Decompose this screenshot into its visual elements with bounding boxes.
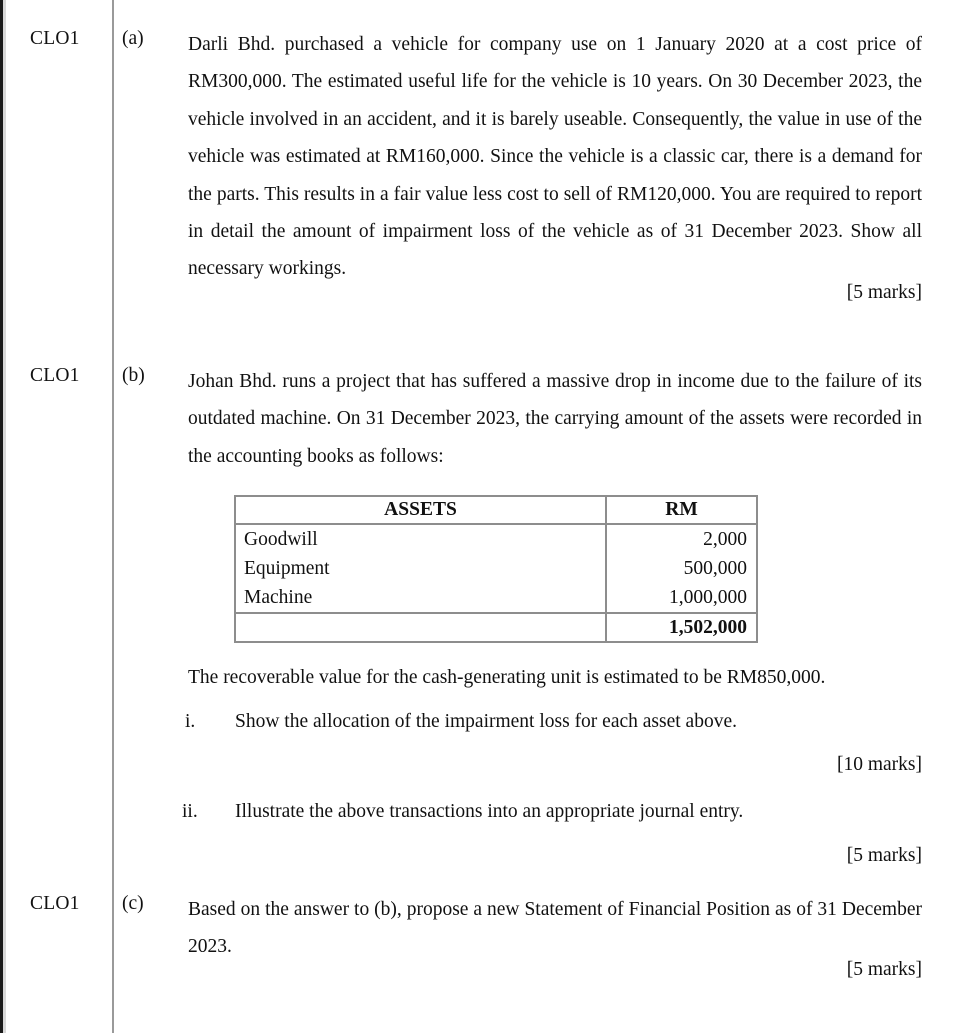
asset-amount-machine: 1,000,000 <box>606 583 757 613</box>
asset-amount-goodwill: 2,000 <box>606 524 757 554</box>
table-row <box>235 583 757 613</box>
clo-label-b: CLO1 <box>30 365 80 386</box>
question-label-c: (c) <box>122 893 144 914</box>
asset-amount-equipment: 500,000 <box>606 554 757 583</box>
table-row <box>235 524 757 554</box>
clo-column-divider <box>112 0 114 1033</box>
question-label-a: (a) <box>122 28 144 49</box>
assets-table <box>234 495 758 643</box>
recoverable-value-text: The recoverable value for the cash-generating unit is estimated to be RM850,000. <box>188 667 826 688</box>
marks-b-i: [10 marks] <box>836 754 922 775</box>
question-label-b: (b) <box>122 365 145 386</box>
question-body-c: Based on the answer to (b), propose a new Statement of Financial Position as of 31 December 2023. <box>188 899 922 958</box>
question-body-b: Johan Bhd. runs a project that has suffered a massive drop in income due to the failure of its outdated machine. On 31 December 2023, the carrying amount of the assets were recorded in the accounting books as follows: <box>188 371 922 467</box>
asset-name-machine: Machine <box>235 583 606 613</box>
clo-label-a: CLO1 <box>30 28 80 49</box>
sub-item-label-i: i. <box>185 711 196 732</box>
marks-a: [5 marks] <box>846 282 922 303</box>
sub-item-text-i: Show the allocation of the impairment loss for each asset above. <box>235 711 737 732</box>
asset-name-equipment: Equipment <box>235 554 606 583</box>
sub-item-text-ii: Illustrate the above transactions into an appropriate journal entry. <box>235 801 744 822</box>
asset-name-goodwill: Goodwill <box>235 524 606 554</box>
clo-label-c: CLO1 <box>30 893 80 914</box>
marks-b-ii: [5 marks] <box>846 845 922 866</box>
assets-table-total-row <box>235 613 757 642</box>
sub-item-label-ii: ii. <box>182 801 198 822</box>
assets-total-label <box>235 613 606 642</box>
question-body-a: Darli Bhd. purchased a vehicle for company use on 1 January 2020 at a cost price of RM300,000. The estimated useful life for the vehicle is 10 years. On 30 December 2023, the vehicle involved in an accident, and it is barely useable. Consequently, the value in use of the vehicle was estimated at RM160,000. Since the vehicle is a classic car, there is a demand for the parts. This results in a fair value less cost to sell of RM120,000. You are required to report in detail the amount of impairment loss of the vehicle as of 31 December 2023. Show all necessary workings. <box>188 34 922 280</box>
marks-c: [5 marks] <box>846 959 922 980</box>
assets-total-amount: 1,502,000 <box>606 613 757 642</box>
assets-table-header-rm: RM <box>606 496 757 524</box>
table-row <box>235 554 757 583</box>
assets-table-header-row <box>235 496 757 524</box>
assets-table-header-assets: ASSETS <box>235 496 606 524</box>
